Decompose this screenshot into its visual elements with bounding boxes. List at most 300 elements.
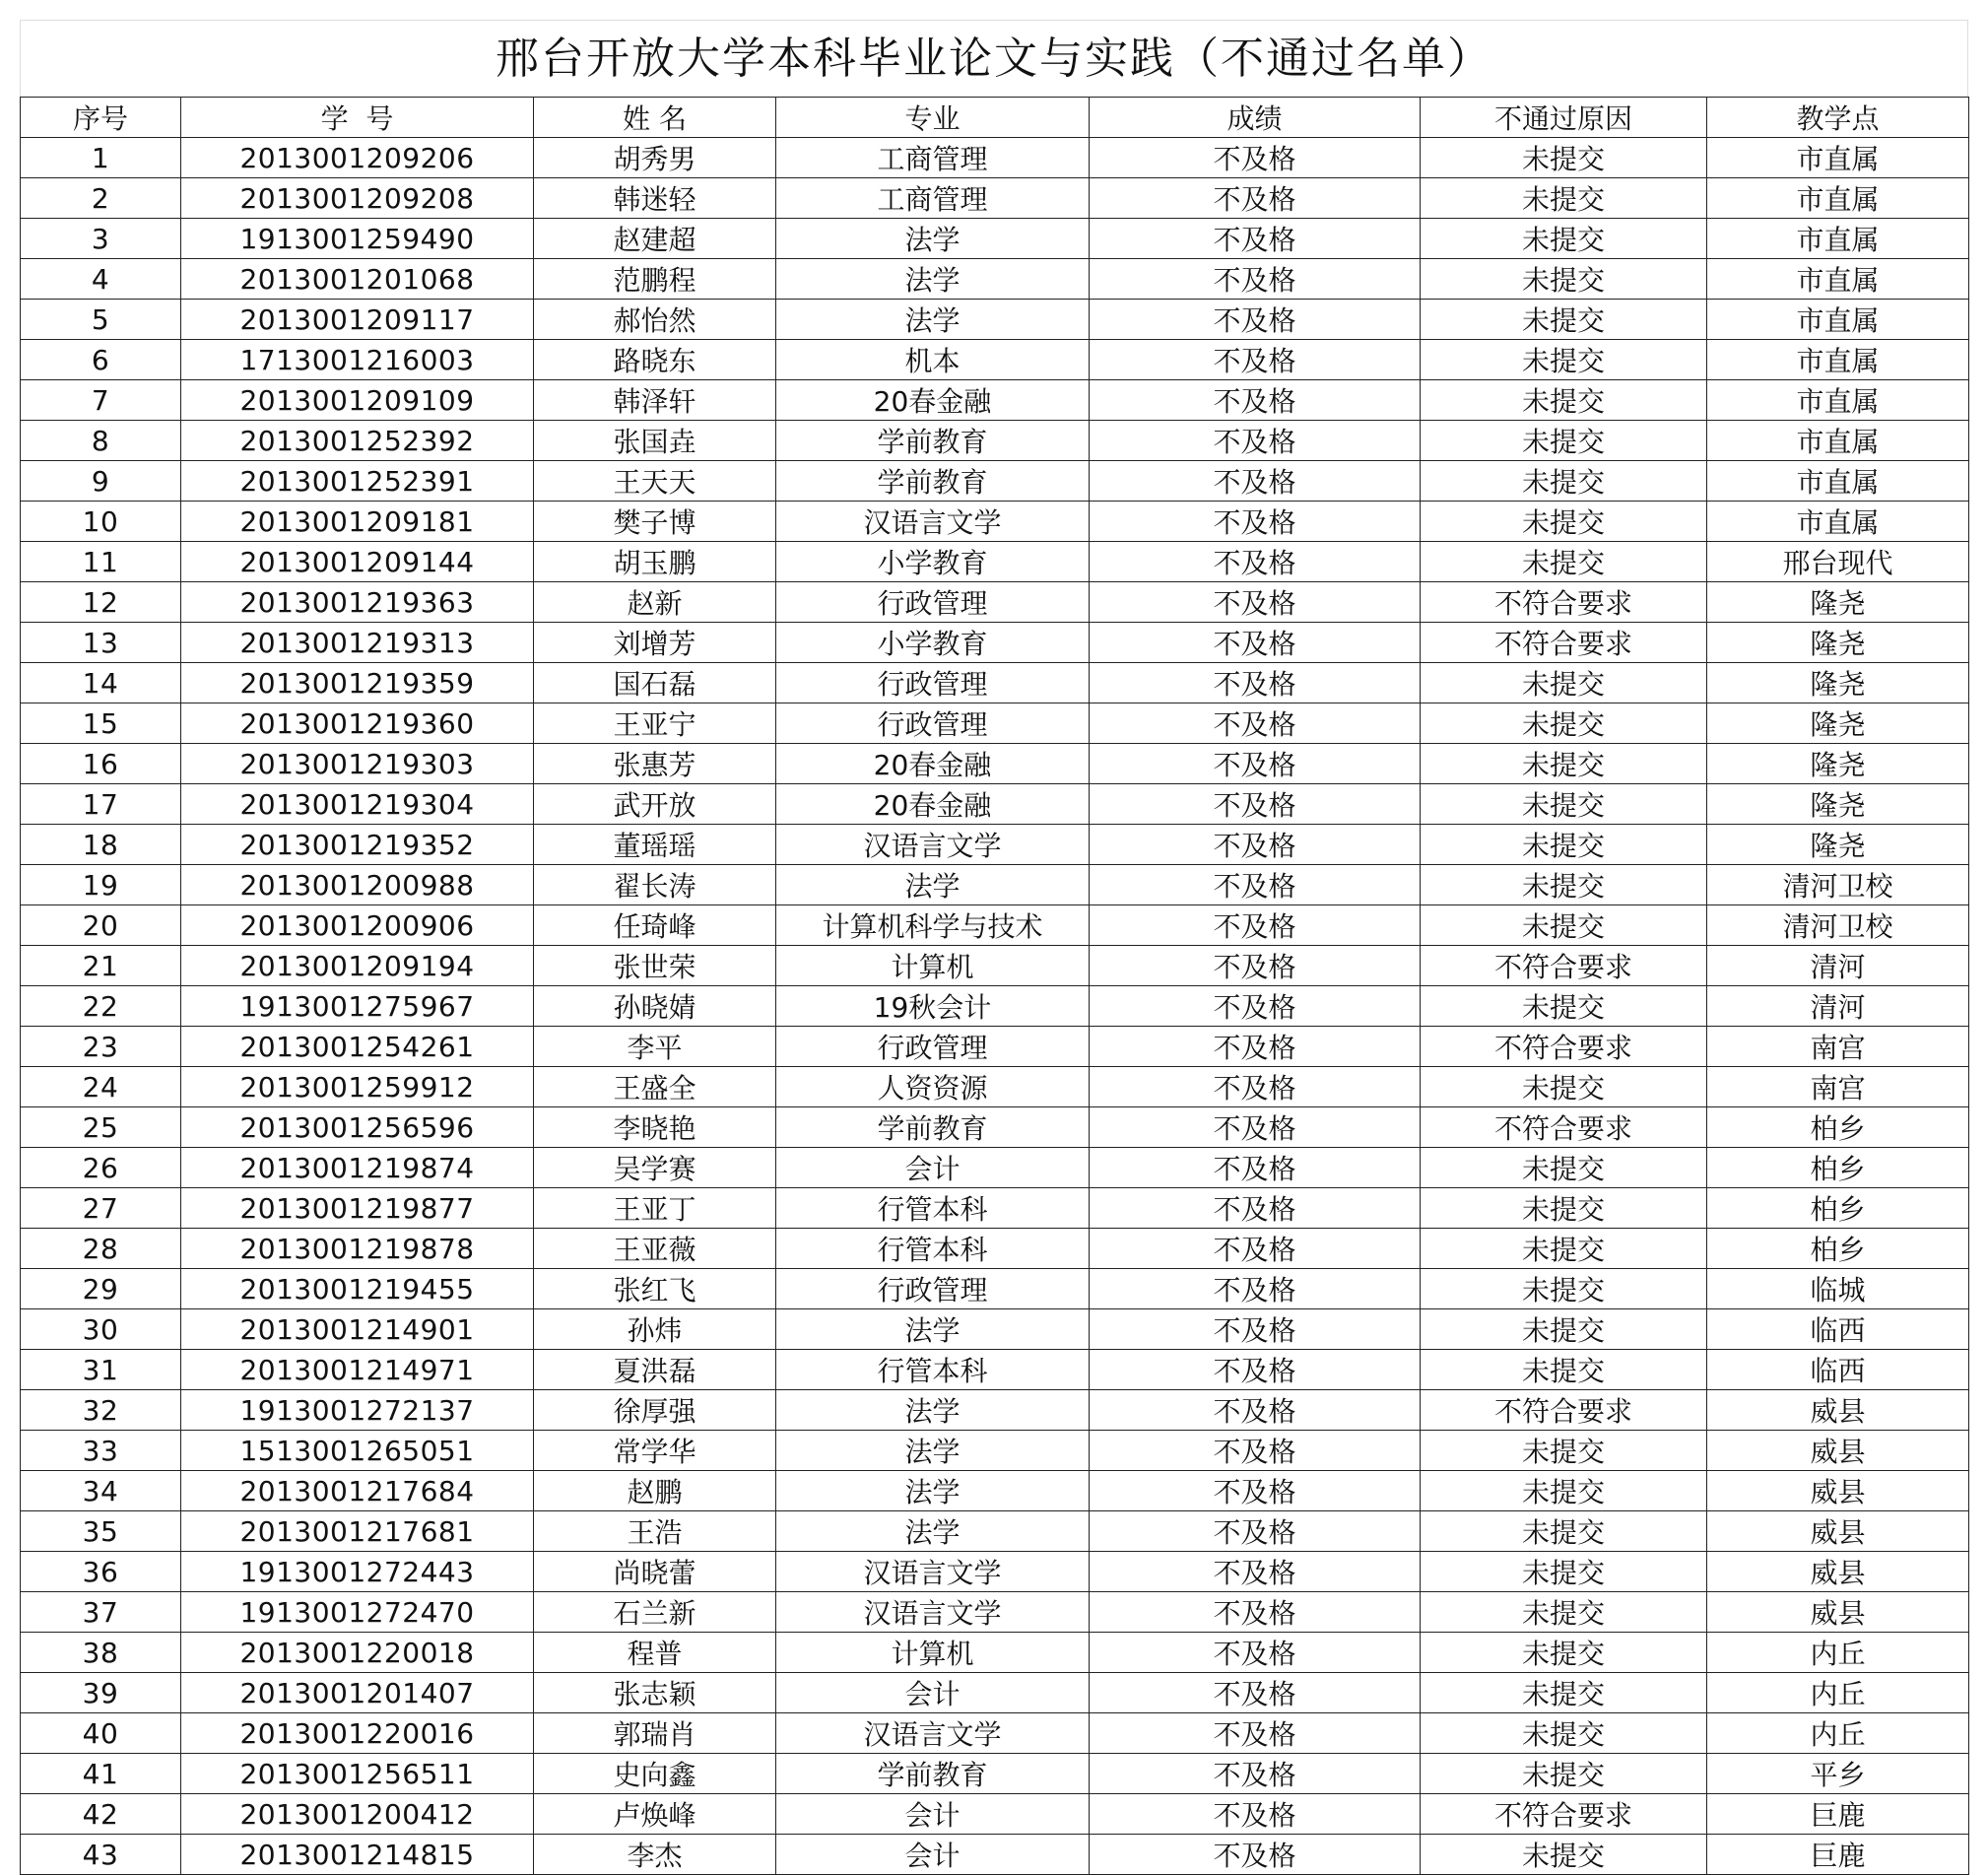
cell-teaching-point: 威县 (1707, 1511, 1969, 1552)
cell-reason: 未提交 (1421, 1309, 1707, 1350)
cell-seq: 43 (21, 1835, 181, 1875)
cell-name: 范鹏程 (534, 259, 776, 300)
cell-student-id: 2013001209117 (181, 300, 534, 340)
cell-student-id: 2013001201068 (181, 259, 534, 300)
table-row (21, 542, 1969, 582)
cell-major: 行政管理 (776, 663, 1090, 703)
cell-major: 学前教育 (776, 1107, 1090, 1148)
table-row (21, 340, 1969, 380)
cell-name: 韩迷轻 (534, 178, 776, 219)
table-row (21, 1148, 1969, 1188)
cell-score: 不及格 (1090, 623, 1421, 663)
cell-student-id: 2013001209206 (181, 138, 534, 178)
cell-name: 翟长涛 (534, 865, 776, 905)
table-row (21, 703, 1969, 744)
table-row (21, 582, 1969, 623)
cell-major: 人资资源 (776, 1067, 1090, 1107)
cell-score: 不及格 (1090, 825, 1421, 865)
cell-student-id: 2013001209144 (181, 542, 534, 582)
cell-score: 不及格 (1090, 1027, 1421, 1067)
cell-reason: 未提交 (1421, 905, 1707, 946)
cell-teaching-point: 市直属 (1707, 461, 1969, 502)
cell-score: 不及格 (1090, 219, 1421, 259)
cell-name: 武开放 (534, 784, 776, 825)
cell-major: 行政管理 (776, 1269, 1090, 1309)
table-row (21, 421, 1969, 461)
cell-teaching-point: 邢台现代 (1707, 542, 1969, 582)
cell-seq: 42 (21, 1794, 181, 1835)
cell-major: 行政管理 (776, 582, 1090, 623)
cell-seq: 3 (21, 219, 181, 259)
header-teaching-point: 教学点 (1707, 98, 1969, 138)
cell-seq: 38 (21, 1633, 181, 1673)
cell-student-id: 2013001209181 (181, 502, 534, 542)
cell-reason: 未提交 (1421, 1552, 1707, 1592)
cell-student-id: 2013001219878 (181, 1229, 534, 1269)
cell-name: 王浩 (534, 1511, 776, 1552)
cell-reason: 未提交 (1421, 1592, 1707, 1633)
cell-score: 不及格 (1090, 1754, 1421, 1794)
cell-name: 路晓东 (534, 340, 776, 380)
table-row (21, 1269, 1969, 1309)
table-row (21, 865, 1969, 905)
table-row (21, 1390, 1969, 1431)
table-row (21, 1754, 1969, 1794)
cell-score: 不及格 (1090, 1633, 1421, 1673)
table-row (21, 1673, 1969, 1713)
cell-student-id: 2013001254261 (181, 1027, 534, 1067)
cell-score: 不及格 (1090, 744, 1421, 784)
cell-seq: 4 (21, 259, 181, 300)
table-row (21, 784, 1969, 825)
cell-reason: 未提交 (1421, 1431, 1707, 1471)
cell-teaching-point: 内丘 (1707, 1673, 1969, 1713)
cell-seq: 36 (21, 1552, 181, 1592)
cell-reason: 未提交 (1421, 1067, 1707, 1107)
cell-reason: 未提交 (1421, 663, 1707, 703)
cell-teaching-point: 市直属 (1707, 300, 1969, 340)
cell-major: 法学 (776, 1309, 1090, 1350)
cell-name: 王天天 (534, 461, 776, 502)
cell-seq: 37 (21, 1592, 181, 1633)
document-sheet (20, 20, 1968, 1872)
cell-score: 不及格 (1090, 1794, 1421, 1835)
cell-teaching-point: 威县 (1707, 1390, 1969, 1431)
cell-major: 行管本科 (776, 1229, 1090, 1269)
cell-major: 计算机科学与技术 (776, 905, 1090, 946)
cell-major: 汉语言文学 (776, 1713, 1090, 1754)
cell-student-id: 2013001256596 (181, 1107, 534, 1148)
cell-major: 20春金融 (776, 380, 1090, 421)
cell-score: 不及格 (1090, 946, 1421, 986)
cell-seq: 8 (21, 421, 181, 461)
cell-student-id: 2013001214901 (181, 1309, 534, 1350)
cell-score: 不及格 (1090, 1471, 1421, 1511)
cell-reason: 未提交 (1421, 703, 1707, 744)
table-row (21, 1027, 1969, 1067)
cell-seq: 17 (21, 784, 181, 825)
cell-reason: 未提交 (1421, 1269, 1707, 1309)
table-row (21, 1794, 1969, 1835)
cell-name: 常学华 (534, 1431, 776, 1471)
table-row (21, 1431, 1969, 1471)
cell-teaching-point: 市直属 (1707, 340, 1969, 380)
cell-major: 汉语言文学 (776, 502, 1090, 542)
cell-seq: 41 (21, 1754, 181, 1794)
cell-reason: 不符合要求 (1421, 582, 1707, 623)
cell-seq: 19 (21, 865, 181, 905)
cell-major: 机本 (776, 340, 1090, 380)
cell-reason: 未提交 (1421, 1633, 1707, 1673)
cell-reason: 未提交 (1421, 1148, 1707, 1188)
cell-teaching-point: 清河 (1707, 946, 1969, 986)
cell-teaching-point: 内丘 (1707, 1713, 1969, 1754)
cell-student-id: 2013001259912 (181, 1067, 534, 1107)
cell-teaching-point: 柏乡 (1707, 1107, 1969, 1148)
table-row (21, 259, 1969, 300)
cell-seq: 12 (21, 582, 181, 623)
cell-major: 法学 (776, 219, 1090, 259)
cell-reason: 未提交 (1421, 825, 1707, 865)
cell-student-id: 2013001220016 (181, 1713, 534, 1754)
cell-student-id: 1513001265051 (181, 1431, 534, 1471)
cell-name: 刘增芳 (534, 623, 776, 663)
table-row (21, 744, 1969, 784)
cell-reason: 未提交 (1421, 259, 1707, 300)
cell-major: 法学 (776, 1390, 1090, 1431)
table-row (21, 1309, 1969, 1350)
cell-score: 不及格 (1090, 421, 1421, 461)
cell-student-id: 2013001219313 (181, 623, 534, 663)
cell-reason: 未提交 (1421, 178, 1707, 219)
table-row (21, 825, 1969, 865)
cell-major: 汉语言文学 (776, 1552, 1090, 1592)
cell-seq: 18 (21, 825, 181, 865)
cell-score: 不及格 (1090, 300, 1421, 340)
table-row (21, 1511, 1969, 1552)
cell-major: 行政管理 (776, 1027, 1090, 1067)
cell-reason: 未提交 (1421, 1754, 1707, 1794)
header-seq: 序号 (21, 98, 181, 138)
cell-student-id: 2013001209208 (181, 178, 534, 219)
cell-major: 会计 (776, 1673, 1090, 1713)
cell-teaching-point: 威县 (1707, 1552, 1969, 1592)
cell-seq: 26 (21, 1148, 181, 1188)
cell-seq: 39 (21, 1673, 181, 1713)
cell-name: 王盛全 (534, 1067, 776, 1107)
table-row (21, 178, 1969, 219)
cell-name: 韩泽轩 (534, 380, 776, 421)
cell-student-id: 2013001219352 (181, 825, 534, 865)
cell-seq: 25 (21, 1107, 181, 1148)
cell-teaching-point: 临城 (1707, 1269, 1969, 1309)
cell-student-id: 2013001200988 (181, 865, 534, 905)
cell-reason: 未提交 (1421, 380, 1707, 421)
cell-seq: 20 (21, 905, 181, 946)
cell-seq: 13 (21, 623, 181, 663)
cell-student-id: 2013001219874 (181, 1148, 534, 1188)
cell-student-id: 2013001201407 (181, 1673, 534, 1713)
cell-teaching-point: 市直属 (1707, 502, 1969, 542)
cell-major: 20春金融 (776, 784, 1090, 825)
cell-student-id: 2013001214971 (181, 1350, 534, 1390)
cell-reason: 未提交 (1421, 219, 1707, 259)
header-score: 成绩 (1090, 98, 1421, 138)
cell-score: 不及格 (1090, 1148, 1421, 1188)
cell-score: 不及格 (1090, 1269, 1421, 1309)
cell-teaching-point: 南宫 (1707, 1027, 1969, 1067)
cell-student-id: 2013001209109 (181, 380, 534, 421)
cell-score: 不及格 (1090, 1431, 1421, 1471)
table-row (21, 1188, 1969, 1229)
cell-seq: 16 (21, 744, 181, 784)
cell-score: 不及格 (1090, 1107, 1421, 1148)
table-row (21, 946, 1969, 986)
cell-major: 19秋会计 (776, 986, 1090, 1027)
cell-seq: 29 (21, 1269, 181, 1309)
cell-score: 不及格 (1090, 1713, 1421, 1754)
cell-teaching-point: 市直属 (1707, 178, 1969, 219)
cell-student-id: 1913001272137 (181, 1390, 534, 1431)
cell-student-id: 1913001272443 (181, 1552, 534, 1592)
cell-score: 不及格 (1090, 1673, 1421, 1713)
cell-seq: 21 (21, 946, 181, 986)
table-body (21, 138, 1969, 1875)
cell-teaching-point: 平乡 (1707, 1754, 1969, 1794)
cell-student-id: 2013001209194 (181, 946, 534, 986)
cell-score: 不及格 (1090, 986, 1421, 1027)
cell-teaching-point: 清河 (1707, 986, 1969, 1027)
cell-reason: 未提交 (1421, 1229, 1707, 1269)
table-row (21, 905, 1969, 946)
cell-name: 尚晓蕾 (534, 1552, 776, 1592)
cell-seq: 28 (21, 1229, 181, 1269)
cell-score: 不及格 (1090, 178, 1421, 219)
cell-score: 不及格 (1090, 865, 1421, 905)
cell-score: 不及格 (1090, 259, 1421, 300)
cell-teaching-point: 市直属 (1707, 138, 1969, 178)
cell-major: 法学 (776, 300, 1090, 340)
cell-student-id: 2013001214815 (181, 1835, 534, 1875)
cell-teaching-point: 隆尧 (1707, 784, 1969, 825)
header-student-id: 学 号 (181, 98, 534, 138)
cell-score: 不及格 (1090, 138, 1421, 178)
cell-reason: 未提交 (1421, 138, 1707, 178)
cell-name: 吴学赛 (534, 1148, 776, 1188)
cell-major: 行管本科 (776, 1188, 1090, 1229)
cell-reason: 未提交 (1421, 865, 1707, 905)
table-row (21, 380, 1969, 421)
table-row (21, 1835, 1969, 1875)
cell-seq: 33 (21, 1431, 181, 1471)
cell-student-id: 2013001252392 (181, 421, 534, 461)
cell-name: 史向鑫 (534, 1754, 776, 1794)
cell-score: 不及格 (1090, 784, 1421, 825)
cell-name: 郝怡然 (534, 300, 776, 340)
cell-reason: 未提交 (1421, 744, 1707, 784)
cell-student-id: 1913001259490 (181, 219, 534, 259)
cell-teaching-point: 临西 (1707, 1309, 1969, 1350)
cell-student-id: 2013001220018 (181, 1633, 534, 1673)
cell-teaching-point: 隆尧 (1707, 663, 1969, 703)
table-row (21, 1552, 1969, 1592)
cell-name: 卢焕峰 (534, 1794, 776, 1835)
cell-seq: 32 (21, 1390, 181, 1431)
cell-teaching-point: 清河卫校 (1707, 865, 1969, 905)
table-row (21, 1592, 1969, 1633)
cell-teaching-point: 威县 (1707, 1431, 1969, 1471)
cell-teaching-point: 临西 (1707, 1350, 1969, 1390)
cell-teaching-point: 市直属 (1707, 380, 1969, 421)
page-title: 邢台开放大学本科毕业论文与实践（不通过名单） (20, 20, 1968, 97)
cell-major: 汉语言文学 (776, 1592, 1090, 1633)
cell-student-id: 2013001219363 (181, 582, 534, 623)
cell-teaching-point: 巨鹿 (1707, 1794, 1969, 1835)
cell-reason: 未提交 (1421, 1471, 1707, 1511)
cell-name: 李杰 (534, 1835, 776, 1875)
cell-teaching-point: 隆尧 (1707, 744, 1969, 784)
cell-major: 学前教育 (776, 421, 1090, 461)
cell-seq: 34 (21, 1471, 181, 1511)
fail-list-table (20, 97, 1969, 1875)
cell-seq: 5 (21, 300, 181, 340)
cell-teaching-point: 清河卫校 (1707, 905, 1969, 946)
cell-score: 不及格 (1090, 502, 1421, 542)
table-row (21, 300, 1969, 340)
cell-student-id: 2013001219360 (181, 703, 534, 744)
cell-major: 法学 (776, 865, 1090, 905)
table-row (21, 219, 1969, 259)
cell-reason: 未提交 (1421, 784, 1707, 825)
cell-score: 不及格 (1090, 905, 1421, 946)
cell-reason: 未提交 (1421, 1511, 1707, 1552)
cell-name: 李晓艳 (534, 1107, 776, 1148)
cell-score: 不及格 (1090, 1552, 1421, 1592)
cell-seq: 31 (21, 1350, 181, 1390)
cell-seq: 24 (21, 1067, 181, 1107)
cell-seq: 11 (21, 542, 181, 582)
cell-major: 汉语言文学 (776, 825, 1090, 865)
cell-score: 不及格 (1090, 1511, 1421, 1552)
table-row (21, 986, 1969, 1027)
table-row (21, 1713, 1969, 1754)
cell-seq: 7 (21, 380, 181, 421)
cell-major: 行政管理 (776, 703, 1090, 744)
table-header-row (21, 98, 1969, 138)
cell-score: 不及格 (1090, 1835, 1421, 1875)
cell-teaching-point: 威县 (1707, 1471, 1969, 1511)
cell-student-id: 2013001217681 (181, 1511, 534, 1552)
cell-teaching-point: 威县 (1707, 1592, 1969, 1633)
cell-teaching-point: 内丘 (1707, 1633, 1969, 1673)
cell-teaching-point: 南宫 (1707, 1067, 1969, 1107)
cell-reason: 未提交 (1421, 461, 1707, 502)
cell-reason: 未提交 (1421, 502, 1707, 542)
cell-student-id: 1913001272470 (181, 1592, 534, 1633)
cell-reason: 不符合要求 (1421, 1027, 1707, 1067)
cell-name: 赵新 (534, 582, 776, 623)
cell-name: 赵鹏 (534, 1471, 776, 1511)
table-row (21, 1067, 1969, 1107)
cell-major: 法学 (776, 1471, 1090, 1511)
cell-score: 不及格 (1090, 1390, 1421, 1431)
cell-name: 张红飞 (534, 1269, 776, 1309)
cell-reason: 未提交 (1421, 1350, 1707, 1390)
cell-name: 任琦峰 (534, 905, 776, 946)
cell-seq: 14 (21, 663, 181, 703)
cell-teaching-point: 柏乡 (1707, 1188, 1969, 1229)
cell-student-id: 2013001252391 (181, 461, 534, 502)
cell-name: 石兰新 (534, 1592, 776, 1633)
cell-major: 法学 (776, 1511, 1090, 1552)
cell-teaching-point: 市直属 (1707, 421, 1969, 461)
cell-teaching-point: 市直属 (1707, 259, 1969, 300)
cell-teaching-point: 市直属 (1707, 219, 1969, 259)
header-name: 姓 名 (534, 98, 776, 138)
table-row (21, 623, 1969, 663)
table-row (21, 502, 1969, 542)
cell-seq: 15 (21, 703, 181, 744)
table-row (21, 1229, 1969, 1269)
cell-student-id: 2013001217684 (181, 1471, 534, 1511)
cell-teaching-point: 柏乡 (1707, 1229, 1969, 1269)
cell-name: 张国垚 (534, 421, 776, 461)
table-row (21, 138, 1969, 178)
cell-student-id: 2013001256511 (181, 1754, 534, 1794)
cell-major: 学前教育 (776, 461, 1090, 502)
cell-student-id: 2013001200906 (181, 905, 534, 946)
cell-name: 董瑶瑶 (534, 825, 776, 865)
cell-reason: 不符合要求 (1421, 1390, 1707, 1431)
cell-name: 胡秀男 (534, 138, 776, 178)
cell-score: 不及格 (1090, 340, 1421, 380)
cell-major: 小学教育 (776, 623, 1090, 663)
cell-major: 会计 (776, 1794, 1090, 1835)
cell-major: 会计 (776, 1835, 1090, 1875)
cell-reason: 未提交 (1421, 986, 1707, 1027)
cell-teaching-point: 柏乡 (1707, 1148, 1969, 1188)
cell-score: 不及格 (1090, 1067, 1421, 1107)
cell-name: 李平 (534, 1027, 776, 1067)
cell-score: 不及格 (1090, 1350, 1421, 1390)
cell-seq: 23 (21, 1027, 181, 1067)
cell-seq: 40 (21, 1713, 181, 1754)
cell-name: 程普 (534, 1633, 776, 1673)
cell-score: 不及格 (1090, 1188, 1421, 1229)
cell-score: 不及格 (1090, 542, 1421, 582)
cell-reason: 未提交 (1421, 542, 1707, 582)
cell-seq: 6 (21, 340, 181, 380)
cell-teaching-point: 巨鹿 (1707, 1835, 1969, 1875)
cell-name: 王亚薇 (534, 1229, 776, 1269)
cell-major: 小学教育 (776, 542, 1090, 582)
table-row (21, 1107, 1969, 1148)
cell-major: 计算机 (776, 946, 1090, 986)
cell-major: 20春金融 (776, 744, 1090, 784)
cell-major: 会计 (776, 1148, 1090, 1188)
cell-seq: 30 (21, 1309, 181, 1350)
cell-student-id: 2013001219304 (181, 784, 534, 825)
cell-reason: 未提交 (1421, 300, 1707, 340)
table-row (21, 1350, 1969, 1390)
cell-name: 张志颖 (534, 1673, 776, 1713)
cell-score: 不及格 (1090, 1592, 1421, 1633)
cell-reason: 不符合要求 (1421, 1794, 1707, 1835)
cell-name: 赵建超 (534, 219, 776, 259)
cell-teaching-point: 隆尧 (1707, 623, 1969, 663)
cell-reason: 不符合要求 (1421, 946, 1707, 986)
cell-name: 徐厚强 (534, 1390, 776, 1431)
